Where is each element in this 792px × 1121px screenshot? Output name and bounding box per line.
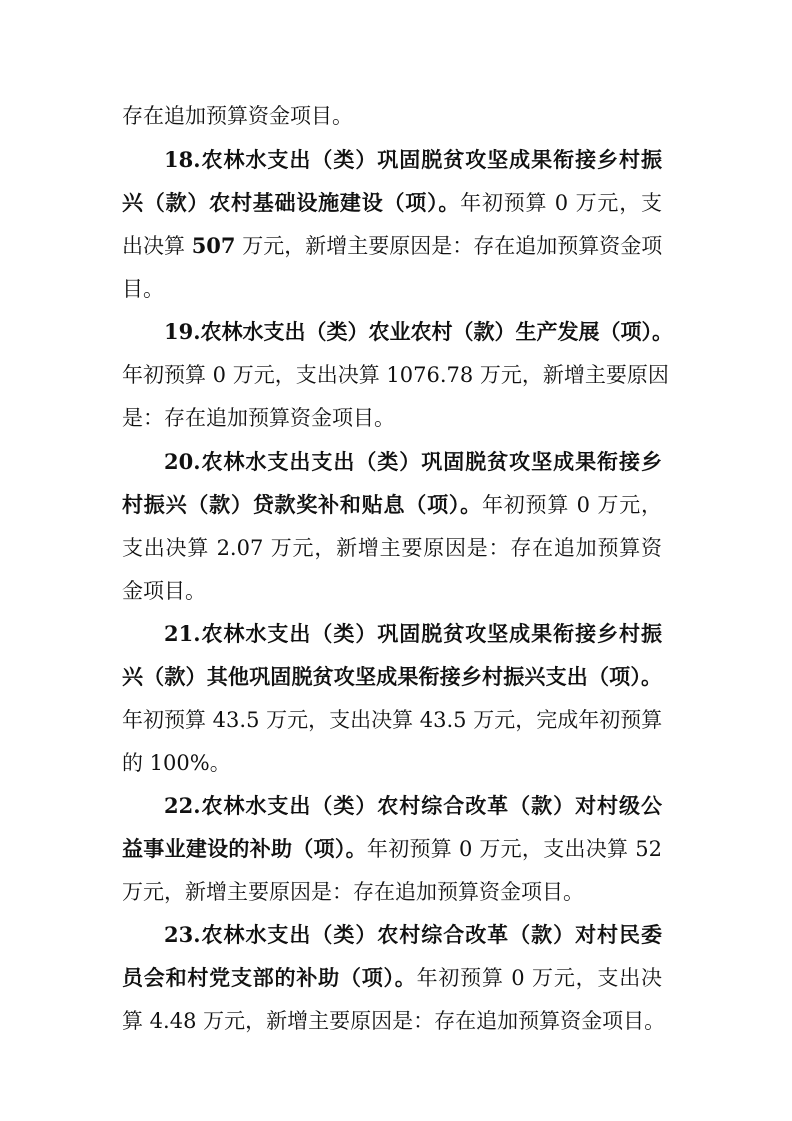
text-run: 的 100%。 — [122, 751, 231, 775]
text-line — [122, 534, 662, 562]
text-line — [164, 318, 674, 346]
text-run: 出决算 — [122, 234, 192, 258]
text-line — [122, 102, 662, 130]
text-run: 年初预算 43.5 万元，支出决算 43.5 万元，完成年初预算 — [122, 708, 663, 732]
text-run: 目。 — [122, 277, 164, 301]
bold-text-run: 员会和村党支部的补助（项）。 — [122, 965, 417, 990]
text-run: 年初预算 0 万元，支出决 — [416, 966, 662, 990]
text-line — [122, 663, 662, 691]
text-line — [122, 878, 662, 906]
bold-text-run: 507 — [191, 233, 236, 258]
bold-text-run: 益事业建设的补助（项）。 — [122, 836, 367, 861]
text-line — [122, 706, 662, 734]
bold-text-run: 23.农林水支出（类）农村综合改革（款）对村民委 — [164, 922, 662, 947]
text-line — [164, 792, 662, 820]
text-line — [164, 921, 662, 949]
bold-text-run: 21.农林水支出（类）巩固脱贫攻坚成果衔接乡村振 — [164, 621, 662, 646]
text-line — [122, 232, 662, 260]
text-line — [122, 964, 662, 992]
text-run: 年初预算 0 万元，支出决算 1076.78 万元，新增主要原因 — [122, 363, 669, 387]
bold-text-run: 兴（款）农村基础设施建设（项）。 — [122, 190, 461, 215]
text-run: 存在追加预算资金项目。 — [122, 104, 353, 128]
text-line — [164, 620, 662, 648]
text-line — [122, 189, 662, 217]
text-line — [122, 404, 662, 432]
text-run: 万元，新增主要原因是：存在追加预算资金项目。 — [122, 880, 584, 904]
text-run: 算 4.48 万元，新增主要原因是：存在追加预算资金项目。 — [122, 1009, 666, 1033]
text-run: 年初预算 0 万元，支出决算 52 — [366, 837, 663, 861]
text-run: 年初预算 0 万元， — [481, 493, 662, 517]
text-line — [122, 835, 662, 863]
bold-text-run: 22.农林水支出（类）农村综合改革（款）对村级公 — [164, 793, 662, 818]
text-line — [122, 491, 662, 519]
text-line — [122, 749, 662, 777]
text-run: 是：存在追加预算资金项目。 — [122, 406, 395, 430]
text-run: 万元，新增主要原因是：存在追加预算资金项 — [235, 234, 663, 258]
bold-text-run: 兴（款）其他巩固脱贫攻坚成果衔接乡村振兴支出（项）。 — [122, 664, 662, 689]
text-line — [164, 448, 662, 476]
bold-text-run: 村振兴（款）贷款奖补和贴息（项）。 — [122, 492, 482, 517]
bold-text-run: 20.农林水支出支出（类）巩固脱贫攻坚成果衔接乡 — [164, 449, 662, 474]
text-line — [164, 146, 662, 174]
text-run: 支出决算 2.07 万元，新增主要原因是：存在追加预算资 — [122, 536, 662, 560]
text-line — [122, 275, 662, 303]
text-line — [122, 1007, 666, 1035]
text-run: 金项目。 — [122, 579, 206, 603]
bold-text-run: 18.农林水支出（类）巩固脱贫攻坚成果衔接乡村振 — [164, 147, 662, 172]
text-run: 年初预算 0 万元，支 — [460, 191, 663, 215]
text-line — [122, 361, 669, 389]
text-line — [122, 577, 662, 605]
bold-text-run: 19.农林水支出（类）农业农村（款）生产发展（项）。 — [164, 319, 674, 344]
